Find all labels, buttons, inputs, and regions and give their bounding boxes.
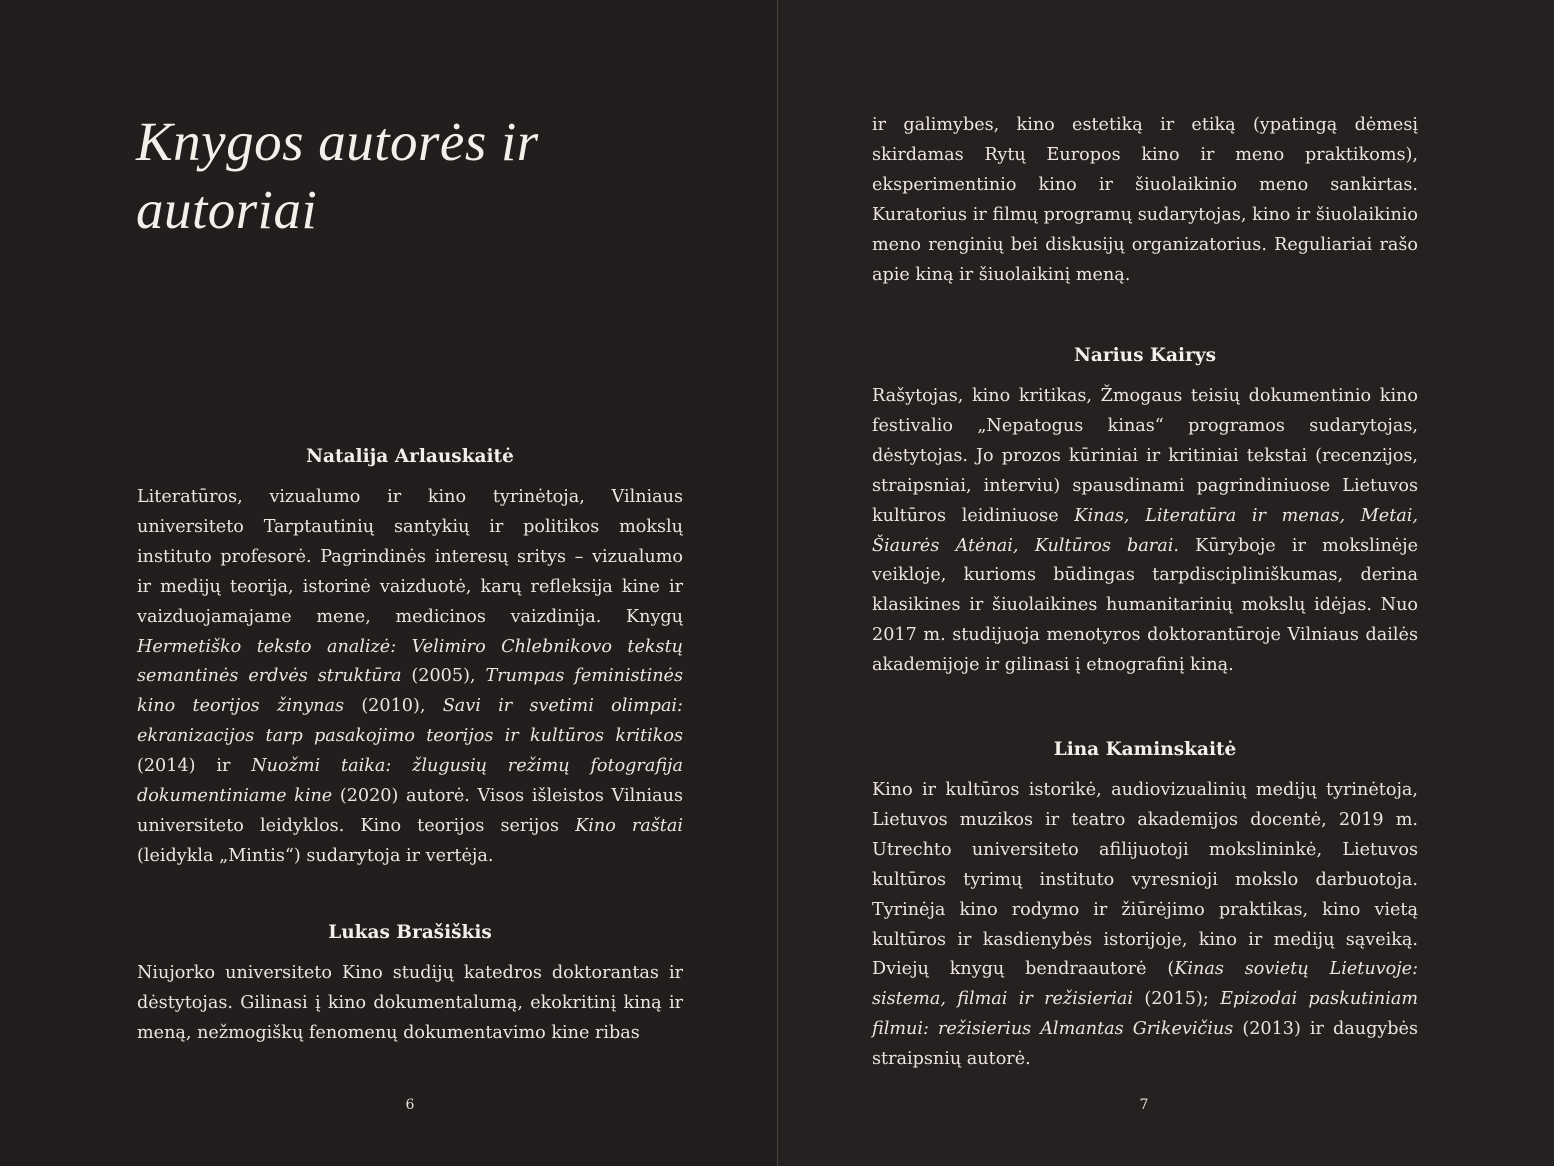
title-line-1: Knygos autorės ir bbox=[136, 111, 539, 172]
bio-text: (2015); bbox=[1133, 989, 1221, 1010]
book-title: Trumpas feministinės kino teorijos žinynas bbox=[137, 666, 683, 717]
bio-text: (2005), bbox=[401, 666, 486, 687]
publication-titles: Kinas, Literatūra ir menas, Metai, Šiaurės Atėnai, Kultūros barai bbox=[872, 505, 1418, 556]
book-title: Kinas sovietų Lietuvoje: sistema, filmai ir režisieriai bbox=[872, 959, 1418, 1010]
book-title: Epizodai paskutiniam filmui: režisierius Almantas Grikevičius bbox=[872, 989, 1418, 1040]
book-title: Savi ir svetimi olimpai: ekranizacijos tarp pasakojimo teorijos ir kultūros kritikos bbox=[137, 696, 683, 747]
author-entry-brasiskis bbox=[137, 918, 683, 1049]
author-entry-arlauskaite bbox=[137, 442, 683, 872]
series-title: Kino raštai bbox=[575, 815, 683, 836]
page-gutter bbox=[777, 0, 778, 1166]
book-title: Hermetiško teksto analizė: Velimiro Chlebnikovo tekstų semantinės erdvės struktūra bbox=[137, 636, 683, 687]
bio-text: (2020) autorė. Visos išleistos Vilniaus universiteto leidyklos. Kino teorijos serijos bbox=[137, 786, 683, 836]
author-name: Lina Kaminskaitė bbox=[1053, 739, 1237, 760]
author-bio bbox=[137, 959, 683, 1049]
author-entry-kaminskaite bbox=[872, 735, 1418, 1075]
bio-text: (2014) ir bbox=[137, 756, 252, 777]
author-bio-continued bbox=[872, 111, 1418, 290]
bio-text: Kino ir kultūros istorikė, audiovizualinių medijų tyrinėtoja, Lietuvos muzikos ir teatro akademijos docentė, 2019 m. Utrechto universiteto afilijuotoji mokslininkė, Lietuvos kultūros tyrimų instituto vyresnioji mokslo darbuotoja. Tyrinėja kino rodymo ir žiūrėjimo praktikas, kino vietą kultūros ir kasdienybės istorijoje, kino ir medijų sąveiką. Dviejų knygų bendraautorė ( bbox=[872, 780, 1418, 980]
bio-text: Literatūros, vizualumo ir kino tyrinėtoja, Vilniaus universiteto Tarptautinių santykių ir politikos mokslų instituto profesorė. Pagrindinės interesų sritys – vizualumo ir medijų teorija, istorinė vaizduotė, karų refleksija kine ir vaizduojamajame mene, medicinos vaizdinija. Knygų bbox=[137, 487, 683, 627]
bio-text: . Kūryboje ir mokslinėje veikloje, kurioms būdingas tarpdiscipliniškumas, derina klasikines ir šiuolaikines humanitarinių mokslų idėjas. Nuo 2017 m. studijuoja menotyros doktorantūroje Vilniaus dailės akademijoje ir gilinasi į etnografinį kiną. bbox=[872, 535, 1418, 676]
book-title: Nuožmi taika: žlugusių režimų fotografija dokumentiniame kine bbox=[137, 756, 683, 807]
bio-text: (2013) ir daugybės straipsnių autorė. bbox=[872, 1019, 1419, 1070]
right-page bbox=[777, 0, 1554, 1166]
author-name: Narius Kairys bbox=[1074, 345, 1216, 366]
title-line-2: autoriai bbox=[136, 179, 318, 240]
bio-continuation bbox=[872, 111, 1418, 290]
page-number-right: 7 bbox=[1139, 1097, 1149, 1113]
bio-text: (leidykla „Mintis“) sudarytoja ir vertėja. bbox=[137, 845, 494, 866]
bio-text: Niujorko universiteto Kino studijų katedros doktorantas ir dėstytojas. Gilinasi į kino dokumentalumą, ekokritinį kiną ir meną, nežmogiškų fenomenų dokumentavimo kine ribas bbox=[137, 963, 683, 1043]
bio-text: (2010), bbox=[344, 696, 443, 717]
bio-text: Rašytojas, kino kritikas, Žmogaus teisių dokumentinio kino festivalio „Nepatogus kinas“ programos sudarytojas, dėstytojas. Jo prozos kūriniai ir kritiniai tekstai (recenzijos, straipsniai, interviu) spausdinami pagrindiniuose Lietuvos kultūros leidiniuose bbox=[872, 386, 1418, 526]
page-title bbox=[136, 108, 696, 244]
page-number-left: 6 bbox=[405, 1097, 415, 1113]
author-name: Natalija Arlauskaitė bbox=[306, 446, 514, 467]
author-entry-kairys bbox=[872, 341, 1418, 681]
author-bio bbox=[872, 382, 1418, 681]
author-bio bbox=[137, 483, 683, 872]
author-name: Lukas Brašiškis bbox=[328, 922, 492, 943]
author-bio bbox=[872, 776, 1418, 1075]
bio-text: ir galimybes, kino estetiką ir etiką (ypatingą dėmesį skirdamas Rytų Europos kino ir meno praktikoms), eksperimentinio kino ir šiuolaikinio meno sankirtas. Kuratorius ir filmų programų sudarytojas, kino ir šiuolaikinio meno renginių bei diskusijų organizatorius. Reguliariai rašo apie kiną ir šiuolaikinį meną. bbox=[872, 115, 1418, 285]
